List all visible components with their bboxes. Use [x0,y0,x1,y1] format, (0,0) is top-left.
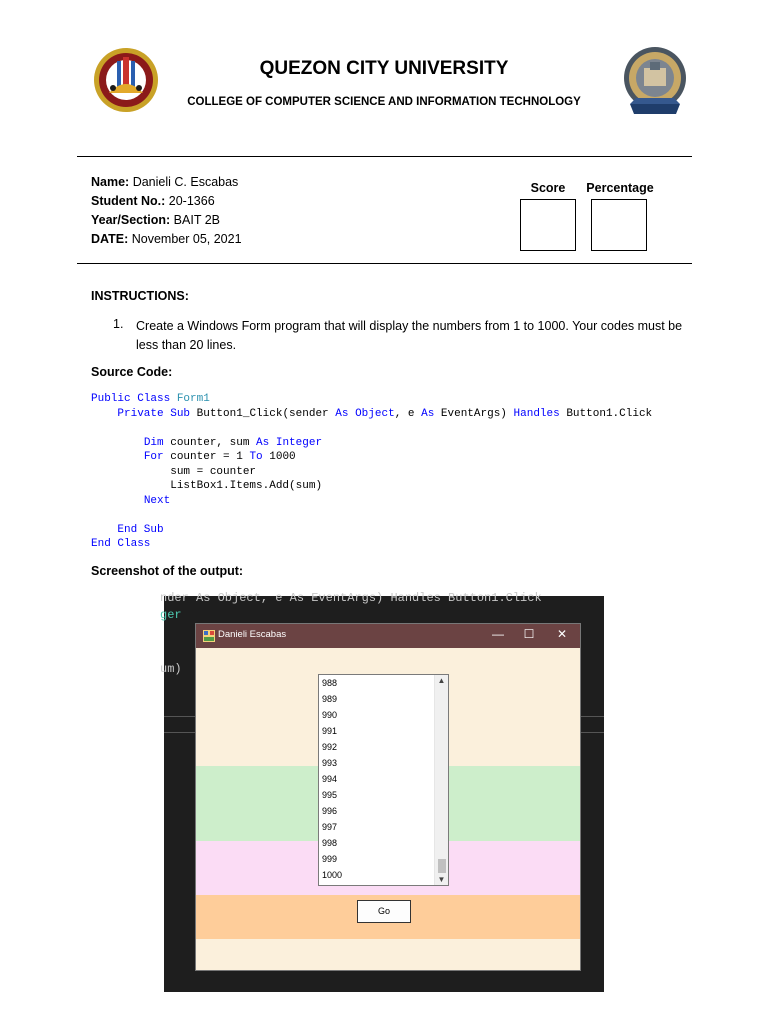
scroll-down-icon[interactable]: ▼ [437,875,446,884]
list-item[interactable]: 988 [322,678,338,688]
list-item[interactable]: 990 [322,710,338,720]
screenshot-title: Screenshot of the output: [91,564,244,578]
scrollbar-thumb[interactable] [438,859,446,873]
maximize-icon[interactable]: ☐ [523,627,535,641]
list-item[interactable]: 995 [322,790,338,800]
go-button[interactable]: Go [357,900,411,923]
list-item[interactable]: 999 [322,854,338,864]
score-box [520,199,576,251]
window-title: Danieli Escabas [218,629,287,640]
listbox-scrollbar[interactable] [434,675,448,885]
info-divider [77,263,692,264]
list-item[interactable]: 992 [322,742,338,752]
form-window [196,624,580,970]
minimize-icon[interactable]: — [492,627,504,641]
instructions-title: INSTRUCTIONS: [91,289,189,303]
output-screenshot [160,591,604,992]
numbers-listbox[interactable] [318,674,449,886]
instruction-number: 1. [113,317,124,331]
background-code-line: um) [160,662,182,676]
scroll-up-icon[interactable]: ▲ [437,676,446,685]
list-item[interactable]: 994 [322,774,338,784]
instruction-text: Create a Windows Form program that will display the numbers from 1 to 1000. Your codes must be less than 20 lines. [136,319,683,352]
source-code-block: Public Class Form1 Private Sub Button1_Click(sender As Object, e As EventArgs) Handles Button1.Click Dim counter, sum As Integer For counter = 1 To 1000 sum = counter ListBox1.Items.Add(sum) Next End Sub End Class [91,393,653,550]
background-code-line: nder As Object, e As EventArgs) Handles Button1.Click [160,591,542,605]
background-code-line: ger [160,608,182,622]
header-divider [77,156,692,157]
list-item[interactable]: 996 [322,806,338,816]
form-app-icon [203,630,215,642]
student-info: Name: Danieli C. Escabas Student No.: 20-1366 Year/Section: BAIT 2B DATE: November 05, 2021 [91,175,242,246]
list-item[interactable]: 991 [322,726,338,736]
source-code-title: Source Code: [91,365,173,379]
window-titlebar[interactable] [196,624,580,648]
college-name: COLLEGE OF COMPUTER SCIENCE AND INFORMATION TECHNOLOGY [187,96,581,108]
university-title: QUEZON CITY UNIVERSITY [259,58,509,79]
list-item[interactable]: 993 [322,758,338,768]
college-seal [622,46,688,118]
list-item[interactable]: 1000 [322,870,343,880]
list-item[interactable]: 997 [322,822,338,832]
percentage-label: Percentage [586,181,654,195]
percentage-box [591,199,647,251]
close-icon[interactable]: ✕ [556,627,568,641]
list-item[interactable]: 989 [322,694,338,704]
list-item[interactable]: 998 [322,838,338,848]
score-label: Score [530,181,566,195]
